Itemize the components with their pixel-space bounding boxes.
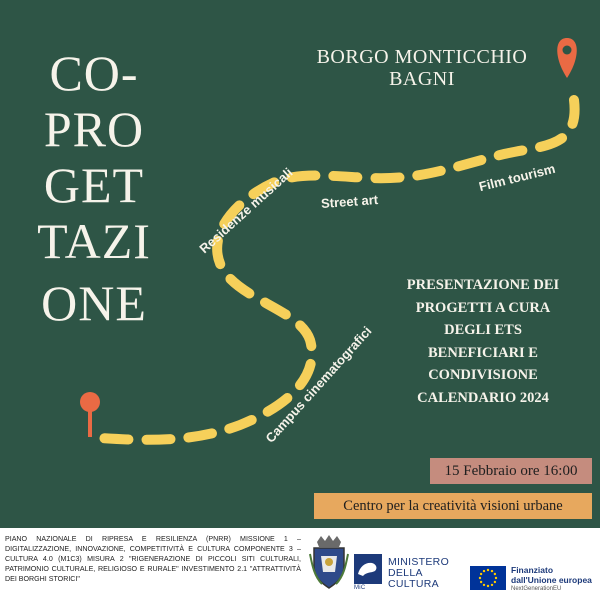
location-line-1: BORGO MONTICCHIO bbox=[316, 46, 528, 68]
route-label-residenze: Residenze musicali bbox=[196, 164, 296, 257]
presentation-line: BENEFICIARI E bbox=[428, 344, 538, 361]
location-line-2: BAGNI bbox=[389, 68, 455, 90]
eu-flag-icon bbox=[470, 566, 506, 590]
route-label-street-art: Street art bbox=[320, 192, 379, 211]
pnrr-funding-text: PIANO NAZIONALE DI RIPRESA E RESILIENZA (PNRR) MISSIONE 1 – DIGITALIZZAZIONE, INNOVAZIONE, COMPETITIVITÀ E CULTURA COMPONENTE 3 – CULTURA 4.0 (M1C3) MISURA 2 "RIGENERAZIONE DI PICCOLI SITI CULTURALI, PATRIMONIO CULTURALE, RELIGIOSO E RURALE" INVESTIMENTO 2.1 "ATTRATTIVITÀ DEI BORGHI STORICI" bbox=[5, 535, 301, 583]
location-title bbox=[282, 46, 562, 90]
ministry-line-3: CULTURA bbox=[388, 578, 439, 590]
event-date-badge: 15 Febbraio ore 16:00 bbox=[430, 458, 592, 484]
mic-logo-icon bbox=[354, 554, 382, 584]
title-word-5: ONE bbox=[41, 275, 147, 331]
eu-funded-line-1: Finanziato bbox=[511, 565, 554, 575]
ministry-line-1: MINISTERO bbox=[388, 556, 450, 568]
presentation-text bbox=[388, 274, 578, 409]
municipal-crest-icon bbox=[308, 534, 350, 590]
eu-funded-line-3: NextGenerationEU bbox=[511, 586, 562, 592]
title-word-1: CO- bbox=[49, 45, 139, 101]
title-word-4: TAZI bbox=[37, 213, 151, 269]
presentation-line: PRESENTAZIONE DEI bbox=[406, 277, 560, 293]
route-label-campus: Campus cinematografici bbox=[262, 323, 375, 446]
title-word-2: PRO bbox=[43, 101, 145, 157]
event-venue-badge: Centro per la creatività visioni urbane bbox=[314, 493, 592, 519]
footer bbox=[0, 528, 600, 600]
presentation-line: DEGLI ETS bbox=[444, 322, 522, 338]
ministry-line-2: DELLA bbox=[388, 567, 423, 579]
presentation-line: PROGETTI A CURA bbox=[415, 299, 551, 316]
start-pin-icon bbox=[80, 392, 100, 437]
title-word-3: GET bbox=[43, 157, 145, 213]
presentation-line: CALENDARIO 2024 bbox=[417, 389, 549, 406]
presentation-line: CONDIVISIONE bbox=[428, 367, 538, 383]
route-label-film-tourism: Film tourism bbox=[477, 160, 557, 195]
mic-abbr: MiC bbox=[354, 585, 366, 591]
eu-funded-line-2: dall'Unione europea bbox=[511, 575, 592, 585]
